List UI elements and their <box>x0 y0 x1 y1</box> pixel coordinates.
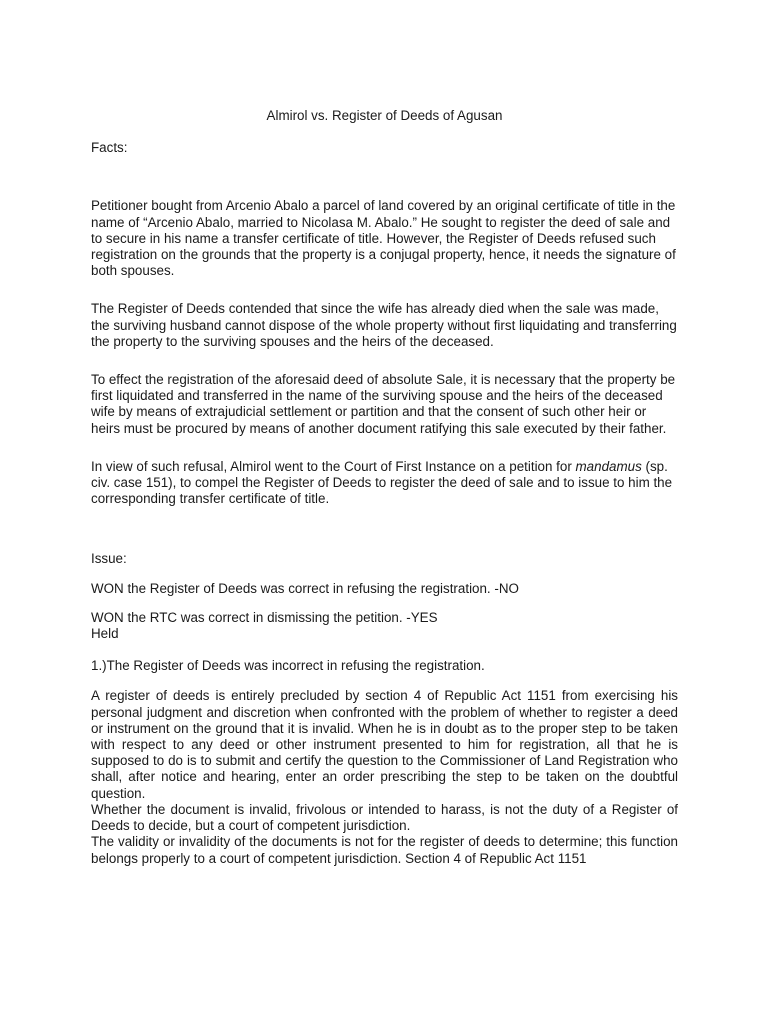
facts-paragraph-2: The Register of Deeds contended that since the wife has already died when the sale was made, the surviving husband cannot dispose of the whole property without first liquidating and transferring the property to the surviving spouses and the heirs of the deceased. <box>91 301 677 349</box>
facts-paragraph-4 <box>91 459 678 508</box>
facts-paragraph-4-start: In view of such refusal, Almirol went to the Court of First Instance on a petition for <box>91 458 576 474</box>
issue-1: WON the Register of Deeds was correct in refusing the registration. -NO <box>91 580 519 596</box>
held-paragraph-1: A register of deeds is entirely precluded by section 4 of Republic Act 1151 from exercising his personal judgment and discretion when confronted with the problem of whether to register a deed or instrument on the ground that it is invalid. When he is in doubt as to the proper step to be taken with respect to any deed or other instrument presented to him for registration, all that he is supposed to do is to submit and certify the question to the Commissioner of Land Registration who shall, after notice and hearing, enter an order prescribing the step to be taken on the doubtful question. <box>91 688 678 801</box>
document-body <box>91 108 678 867</box>
held-paragraph-2: Whether the document is invalid, frivolous or intended to harass, is not the duty of a Register of Deeds to decide, but a court of competent jurisdiction. <box>91 801 678 834</box>
held-paragraph-3: The validity or invalidity of the documents is not for the register of deeds to determine; this function belongs properly to a court of competent jurisdiction. Section 4 of Republic Act 1151 <box>91 834 678 866</box>
document-title: Almirol vs. Register of Deeds of Agusan <box>266 108 503 123</box>
held-heading: Held <box>91 626 119 642</box>
issue-heading: Issue: <box>91 551 127 567</box>
facts-paragraph-3: To effect the registration of the aforesaid deed of absolute Sale, it is necessary that the property be first liquidated and transferred in the name of the surviving spouse and the heirs of the deceased wife by means of extrajudicial settlement or partition and that the consent of such other heir or heirs must be procured by means of another document ratifying this sale executed by their father. <box>91 372 676 436</box>
facts-heading: Facts: <box>91 140 128 156</box>
facts-paragraph-4-end: (sp. civ. case 151), to compel the Register of Deeds to register the deed of sale and to issue to him the corresponding transfer certificate of title. <box>91 458 673 507</box>
facts-paragraph-1: Petitioner bought from Arcenio Abalo a parcel of land covered by an original certificate of title in the name of “Arcenio Abalo, married to Nicolasa M. Abalo.” He sought to register the deed of sale and to secure in his name a transfer certificate of title. However, the Register of Deeds refused such registration on the grounds that the property is a conjugal property, hence, it needs the signature of both spouses. <box>91 198 676 279</box>
mandamus-term: mandamus <box>575 458 642 474</box>
held-point-1: 1.)The Register of Deeds was incorrect in refusing the registration. <box>91 658 485 674</box>
issue-2: WON the RTC was correct in dismissing the petition. -YES <box>91 609 438 625</box>
